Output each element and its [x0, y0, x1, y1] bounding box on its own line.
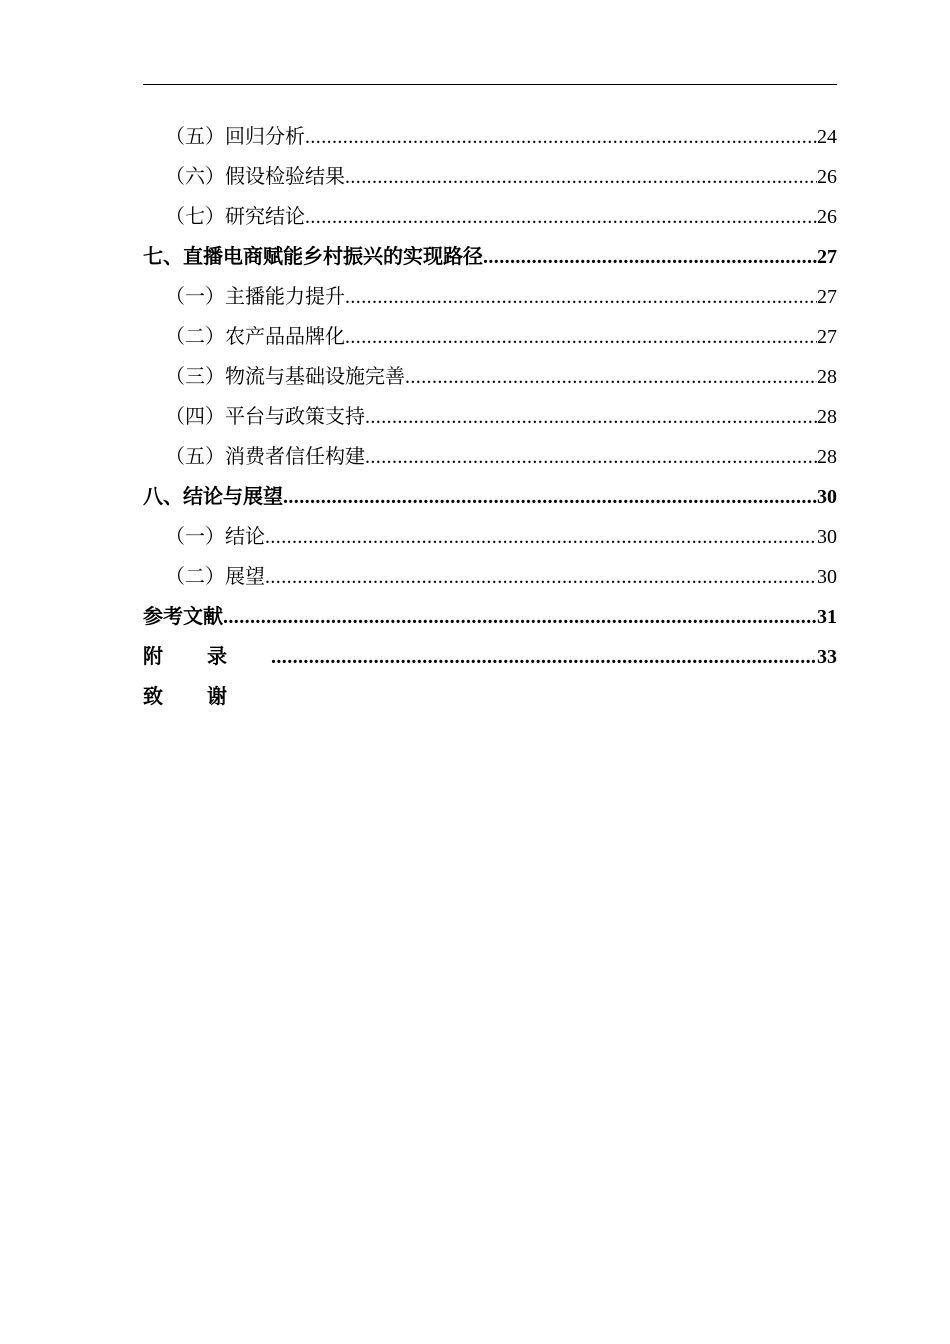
header-rule [143, 84, 837, 85]
toc-entry-label: （四）平台与政策支持 [165, 404, 365, 428]
toc-chapter-8[interactable] [143, 476, 837, 516]
toc-entry-label: （七）研究结论 [165, 204, 305, 228]
toc-entry-regression-analysis[interactable] [143, 116, 837, 156]
toc-entry-label: 致谢 [143, 684, 271, 708]
toc-entry-label: 八、结论与展望 [143, 484, 283, 508]
toc-entry-consumer-trust[interactable] [143, 436, 837, 476]
toc-references[interactable] [143, 596, 837, 636]
toc-page-number: 27 [817, 326, 837, 348]
toc-entry-label: （一）结论 [165, 524, 265, 548]
toc-entry-hypothesis-results[interactable] [143, 156, 837, 196]
toc-entry-label: 附录 [143, 644, 271, 668]
toc-page-number: 26 [817, 206, 837, 228]
toc-page-number: 30 [817, 566, 837, 588]
toc-dot-leader [345, 277, 817, 317]
toc-page-number: 27 [817, 286, 837, 308]
toc-dot-leader [483, 237, 817, 277]
toc-entry-label: （二）展望 [165, 564, 265, 588]
toc-appendix[interactable] [143, 636, 837, 676]
toc-entry-research-conclusion[interactable] [143, 196, 837, 236]
toc-acknowledgements[interactable] [143, 676, 837, 716]
toc-page-number: 31 [817, 606, 837, 628]
toc-dot-leader [305, 197, 817, 237]
toc-entry-anchor-ability[interactable] [143, 276, 837, 316]
toc-entry-label: （二）农产品品牌化 [165, 324, 345, 348]
toc-entry-label: （五）消费者信任构建 [165, 444, 365, 468]
toc-entry-label: 七、直播电商赋能乡村振兴的实现路径 [143, 244, 483, 268]
table-of-contents [143, 116, 837, 716]
toc-entry-label: （五）回归分析 [165, 124, 305, 148]
toc-page-number: 27 [817, 246, 837, 268]
toc-dot-leader [365, 437, 817, 477]
toc-dot-leader [345, 317, 817, 357]
toc-entry-conclusion[interactable] [143, 516, 837, 556]
toc-entry-logistics[interactable] [143, 356, 837, 396]
toc-dot-leader [283, 477, 817, 517]
toc-page-number: 28 [817, 366, 837, 388]
toc-page-number: 28 [817, 406, 837, 428]
toc-dot-leader [265, 517, 817, 557]
toc-dot-leader [271, 637, 817, 677]
toc-dot-leader [345, 157, 817, 197]
toc-entry-label: （六）假设检验结果 [165, 164, 345, 188]
toc-entry-platform-policy[interactable] [143, 396, 837, 436]
toc-dot-leader [265, 557, 817, 597]
toc-page-number: 30 [817, 486, 837, 508]
toc-dot-leader [223, 597, 817, 637]
toc-page-number: 33 [817, 646, 837, 668]
toc-dot-leader [405, 357, 817, 397]
toc-page-number: 24 [817, 126, 837, 148]
toc-entry-branding[interactable] [143, 316, 837, 356]
toc-page-number: 28 [817, 446, 837, 468]
toc-entry-label: 参考文献 [143, 604, 223, 628]
toc-dot-leader [365, 397, 817, 437]
toc-dot-leader [305, 117, 817, 157]
toc-entry-label: （一）主播能力提升 [165, 284, 345, 308]
toc-entry-outlook[interactable] [143, 556, 837, 596]
toc-entry-label: （三）物流与基础设施完善 [165, 364, 405, 388]
toc-chapter-7[interactable] [143, 236, 837, 276]
toc-page-number: 30 [817, 526, 837, 548]
toc-page-number: 26 [817, 166, 837, 188]
